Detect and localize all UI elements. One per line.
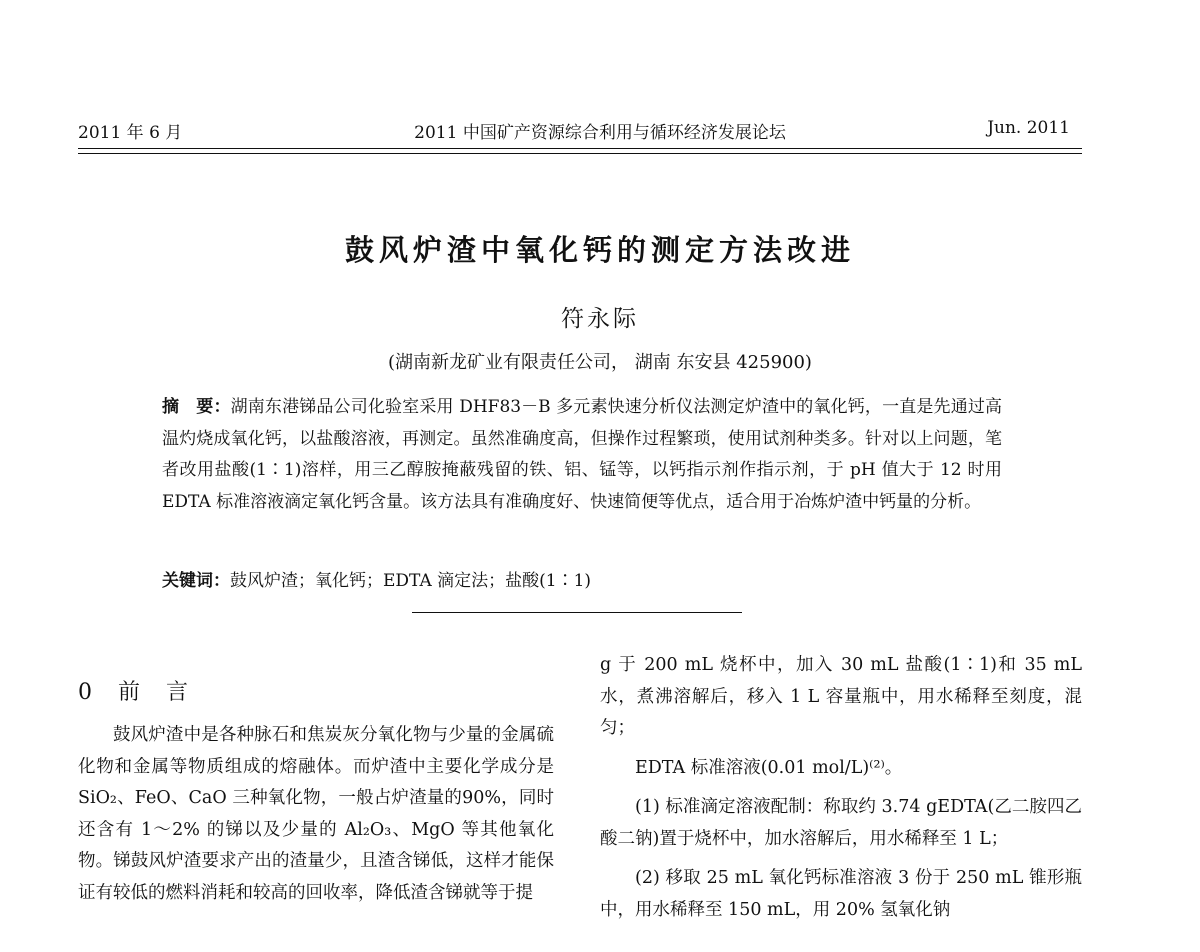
keywords-label: 关键词： [162,571,230,591]
keywords-line [162,566,591,591]
keywords-text: 鼓风炉渣；氧化钙；EDTA 滴定法；盐酸(1∶1) [230,571,592,591]
abstract-block [162,392,1002,518]
header-rule-bottom [78,153,1082,154]
section-heading-preface: 0 前 言 [78,680,190,705]
reagent-continuation: g 于 200 mL 烧杯中，加入 30 mL 盐酸(1∶1)和 35 mL 水，煮沸溶解后，移入 1 L 容量瓶中，用水稀释至刻度，混匀； [600,655,1082,738]
paper-title: 鼓风炉渣中氧化钙的测定方法改进 [344,233,855,267]
right-column [600,650,1082,926]
header-date-right: Jun. 2011 [987,118,1070,138]
header-rule-top [78,148,1082,149]
header-date-left: 2011 年 6 月 [78,123,183,143]
paper-affiliation: (湖南新龙矿业有限责任公司， 湖南 东安县 425900) [388,352,812,373]
abstract-text: 湖南东港锑品公司化验室采用 DHF83－B 多元素快速分析仪法测定炉渣中的氧化钙，一直是先通过高温灼烧成氧化钙，以盐酸溶液，再测定。虽然准确度高，但操作过程繁琐，使用试剂种类多。针对以上问题，笔者改用盐酸(1∶1)溶样，用三乙醇胺掩蔽残留的铁、铝、锰等，以钙指示剂作指示剂，于 pH 值大于 12 时用 EDTA 标准溶液滴定氧化钙含量。该方法具有准确度好、快速简便等优点，适合用于冶炼炉渣中钙量的分析。 [162,397,1002,512]
left-column [78,720,554,909]
abstract-label: 摘 要： [162,397,231,417]
abstract-separator [412,612,742,613]
preface-paragraph: 鼓风炉渣中是各种脉石和焦炭灰分氧化物与少量的金属硫化物和金属等物质组成的熔融体。而炉渣中主要化学成分是 SiO₂、FeO、CaO 三种氧化物，一般占炉渣量的90%，同时还含有 1～2% 的锑以及少量的 Al₂O₃、MgO 等其他氧化物。锑鼓风炉渣要求产出的渣量少，且渣含锑低，这样才能保证有较低的燃料消耗和较高的回收率，降低渣含锑就等于提 [78,725,554,903]
edta-standard-label: EDTA 标准溶液(0.01 mol/L)⁽²⁾。 [635,757,903,778]
procedure-step-1: (1) 标准滴定溶液配制：称取约 3.74 gEDTA(乙二胺四乙酸二钠)置于烧杯中，加水溶解后，用水稀释至 1 L； [600,797,1082,849]
procedure-step-2: (2) 移取 25 mL 氧化钙标准溶液 3 份于 250 mL 锥形瓶中，用水稀释至 150 mL，用 20% 氢氧化钠 [600,868,1082,920]
paper-author: 符永际 [561,306,639,332]
header-journal-title: 2011 中国矿产资源综合利用与循环经济发展论坛 [414,123,786,143]
